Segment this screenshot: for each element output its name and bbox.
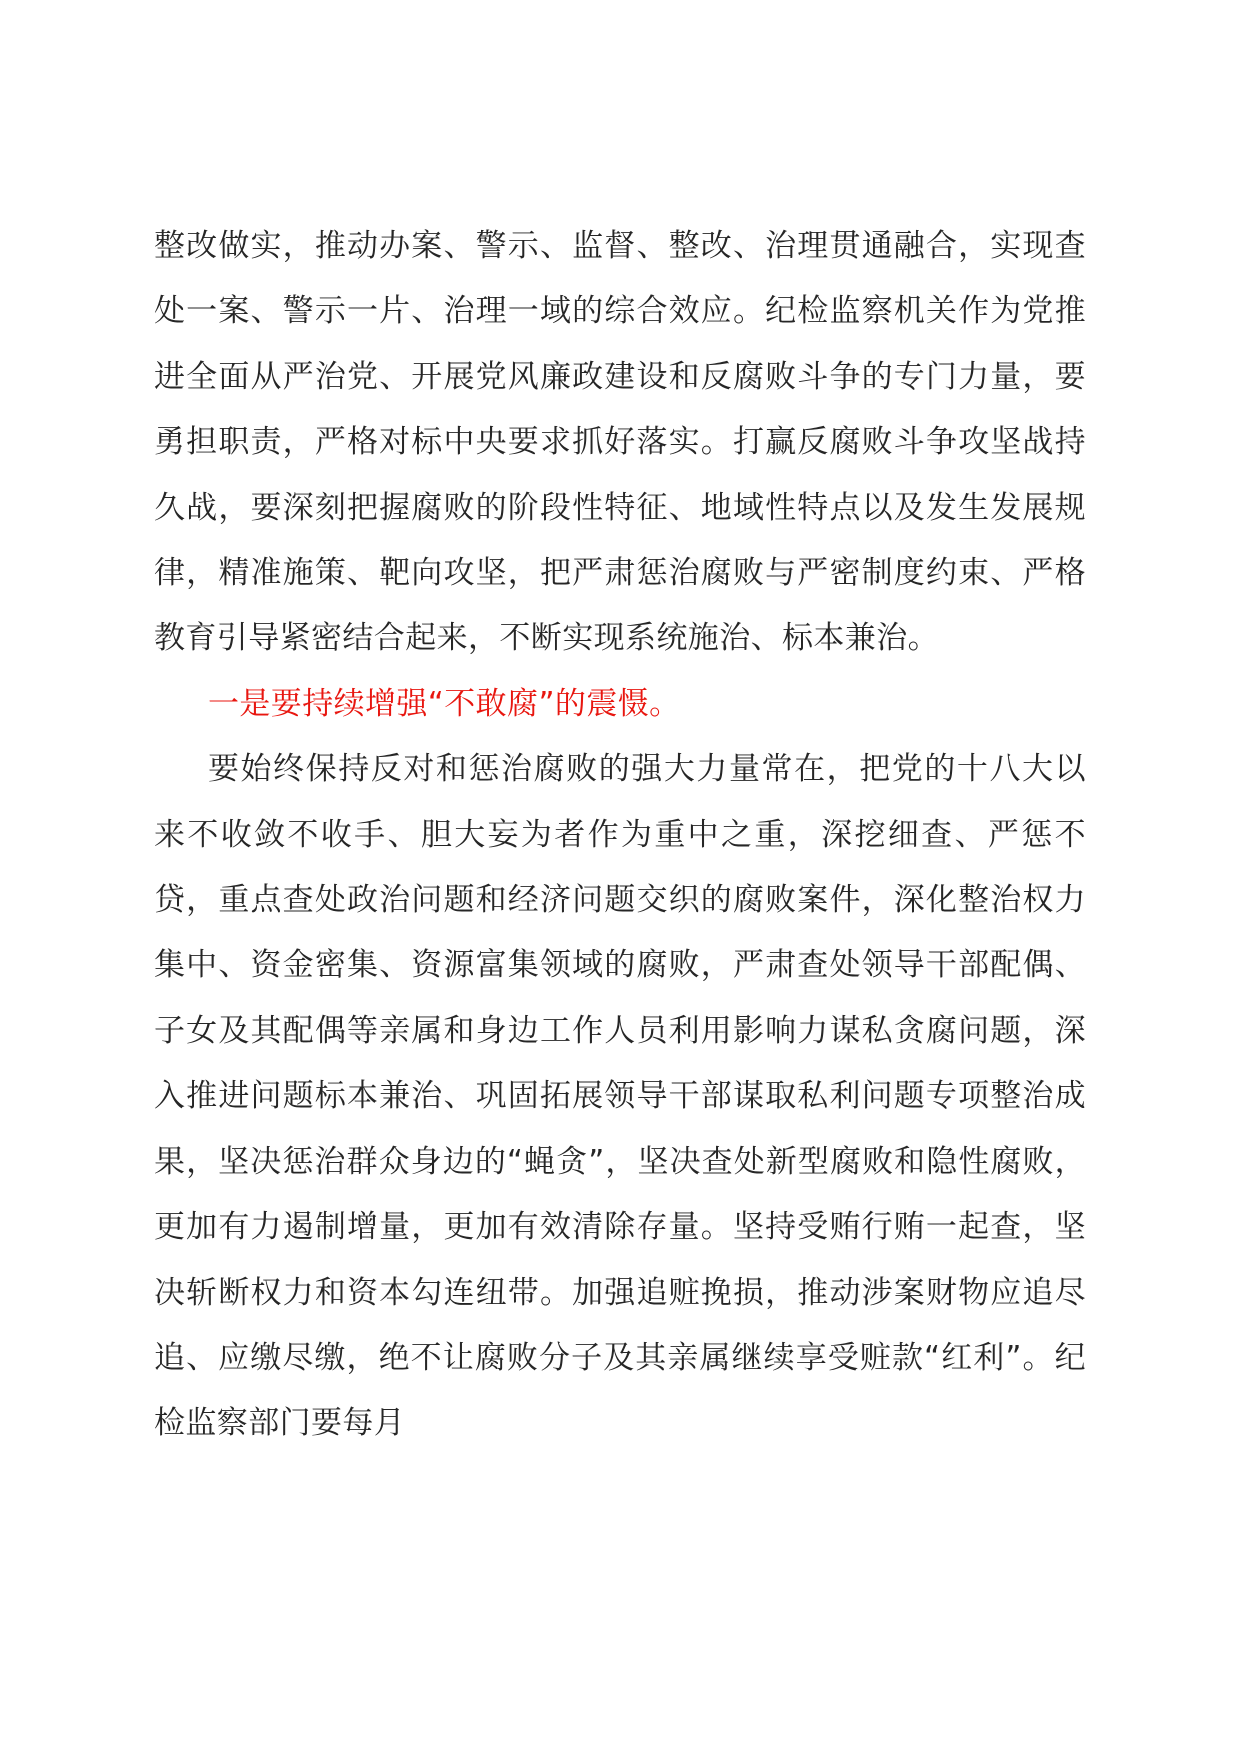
body-paragraph-continued: 整改做实，推动办案、警示、监督、整改、治理贯通融合，实现查处一案、警示一片、治理一域的综合效应。纪检监察机关作为党推进全面从严治党、开展党风廉政建设和反腐败斗争的专门力量，要勇担职责，严格对标中央要求抓好落实。打赢反腐败斗争攻坚战持久战，要深刻把握腐败的阶段性特征、地域性特点以及发生发展规律，精准施策、靶向攻坚，把严肃惩治腐败与严密制度约束、严格教育引导紧密结合起来，不断实现系统施治、标本兼治。 bbox=[154, 228, 1086, 657]
section-heading: 一是要持续增强“不敢腐”的震慑。 bbox=[208, 685, 681, 722]
body-paragraph: 要始终保持反对和惩治腐败的强大力量常在，把党的十八大以来不收敛不收手、胆大妄为者作为重中之重，深挖细查、严惩不贷，重点查处政治问题和经济问题交织的腐败案件，深化整治权力集中、资金密集、资源富集领域的腐败，严肃查处领导干部配偶、子女及其配偶等亲属和身边工作人员利用影响力谋私贪腐问题，深入推进问题标本兼治、巩固拓展领导干部谋取私利问题专项整治成果，坚决惩治群众身边的“蝇贪”，坚决查处新型腐败和隐性腐败，更加有力遏制增量，更加有效清除存量。坚持受贿行贿一起查，坚决斩断权力和资本勾连纽带。加强追赃挽损，推动涉案财物应追尽追、应缴尽缴，绝不让腐败分子及其亲属继续享受赃款“红利”。纪检监察部门要每月 bbox=[154, 751, 1086, 1442]
document-body bbox=[154, 214, 1086, 1457]
